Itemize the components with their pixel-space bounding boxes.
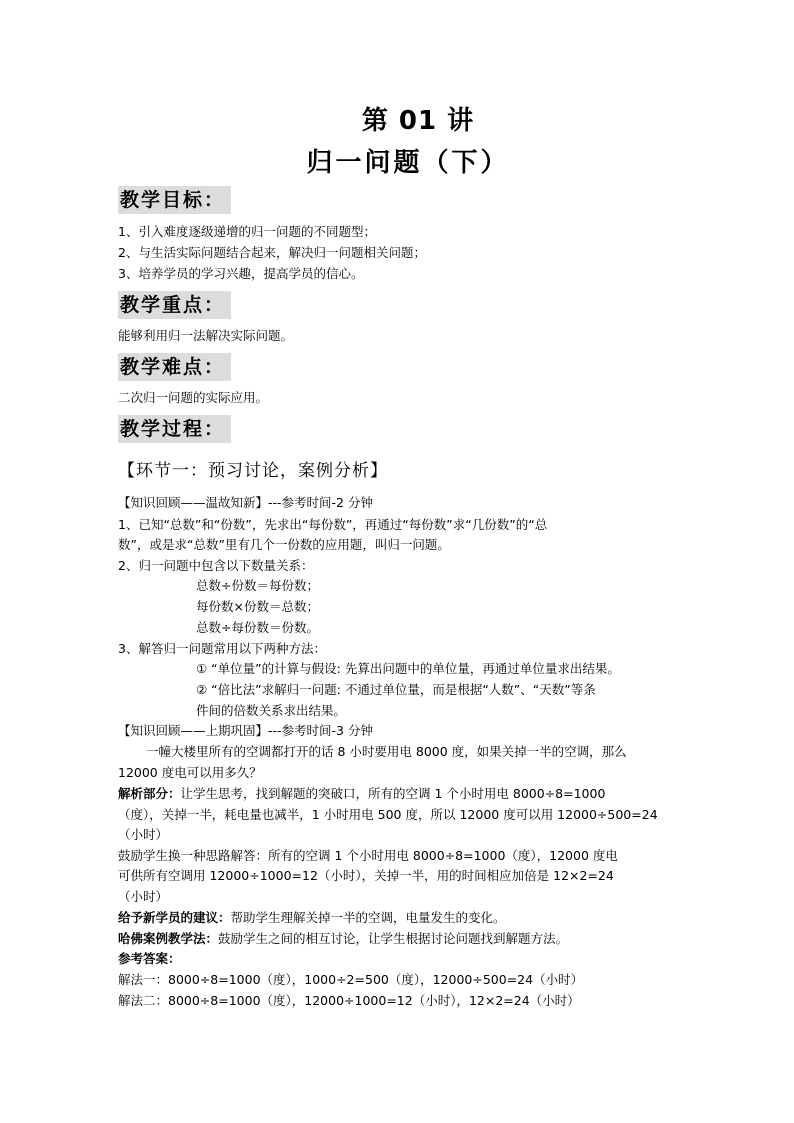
paragraph-line: 2、归一问题中包含以下数量关系： (118, 558, 314, 573)
formula-line: 总数÷每份数＝份数。 (196, 620, 319, 635)
difficulties-text: 二次归一问题的实际应用。 (118, 390, 269, 405)
stage-title: 【环节一：预习讨论，案例分析】 (118, 461, 388, 481)
goal-item: 3、培养学员的学习兴趣，提高学员的信心。 (118, 266, 364, 281)
lecture-number: 第 01 讲 (361, 106, 475, 136)
solution-line: 解法二：8000÷8=1000（度），12000÷1000=12（小时），12×2=24（小时） (118, 993, 580, 1008)
advice-text: 帮助学生理解关掉一半的空调，电量发生的变化。 (230, 910, 506, 925)
analysis-line: （小时） (118, 827, 169, 842)
advice-line (118, 910, 506, 926)
section-heading-process: 教学过程： (118, 415, 231, 443)
method-line: 件间的倍数关系求出结果。 (196, 703, 347, 718)
question-line: 12000 度电可以用多久？ (118, 765, 262, 780)
answer-label: 参考答案： (118, 951, 181, 966)
lecture-topic: 归一问题（下） (306, 148, 510, 178)
alternative-line: （小时） (118, 889, 169, 904)
analysis-label: 解析部分： (118, 786, 181, 801)
solution-line: 解法一：8000÷8=1000（度），1000÷2=500（度），12000÷500=24（小时） (118, 972, 584, 987)
method-line: ② “倍比法”求解归一问题: 不通过单位量，而是根据“人数”、“天数”等条 (196, 682, 596, 697)
goal-item: 2、与生活实际问题结合起来，解决归一问题相关问题； (118, 245, 426, 260)
review-label: 【知识回顾——温故知新】---参考时间-2 分钟 (118, 495, 373, 510)
formula-line: 总数÷份数＝每份数； (196, 578, 319, 593)
section-heading-key-points: 教学重点： (118, 291, 231, 319)
question-line: 一幢大楼里所有的空调都打开的话 8 小时要用电 8000 度，如果关掉一半的空调，那么 (146, 744, 627, 759)
alternative-line: 可供所有空调用 12000÷1000=12（小时），关掉一半，用的时间相应加倍是 12×2=24 (118, 868, 614, 883)
advice-label: 给予新学员的建议： (118, 910, 231, 925)
paragraph-line: 3、解答归一问题常用以下两种方法： (118, 641, 326, 656)
key-points-text: 能够利用归一法解决实际问题。 (118, 328, 294, 343)
harvard-label: 哈佛案例教学法： (118, 931, 219, 946)
paragraph-line: 1、已知“总数”和“份数”，先求出“每份数”，再通过“每份数”求“几份数”的“总 (118, 517, 548, 532)
goal-item: 1、引入难度逐级递增的归一问题的不同题型； (118, 224, 376, 239)
harvard-text: 鼓励学生之间的相互讨论，让学生根据讨论问题找到解题方法。 (218, 931, 569, 946)
method-line: ① “单位量”的计算与假设: 先算出问题中的单位量，再通过单位量求出结果。 (196, 661, 620, 676)
analysis-text: 让学生思考，找到解题的突破口，所有的空调 1 个小时用电 8000÷8=1000 (180, 786, 606, 801)
review-label: 【知识回顾——上期巩固】---参考时间-3 分钟 (118, 723, 373, 738)
alternative-line: 鼓励学生换一种思路解答：所有的空调 1 个小时用电 8000÷8=1000（度），12000 度电 (118, 848, 618, 863)
section-heading-goals: 教学目标： (118, 186, 231, 214)
analysis-line (118, 786, 605, 802)
paragraph-line: 数”，或是求“总数”里有几个一份数的应用题，叫归一问题。 (118, 537, 450, 552)
formula-line: 每份数×份数＝总数； (196, 599, 319, 614)
section-heading-difficulties: 教学难点： (118, 353, 231, 381)
analysis-line: （度），关掉一半，耗电量也减半，1 小时用电 500 度，所以 12000 度可以用 12000÷500=24 (118, 807, 658, 822)
harvard-line (118, 931, 568, 947)
